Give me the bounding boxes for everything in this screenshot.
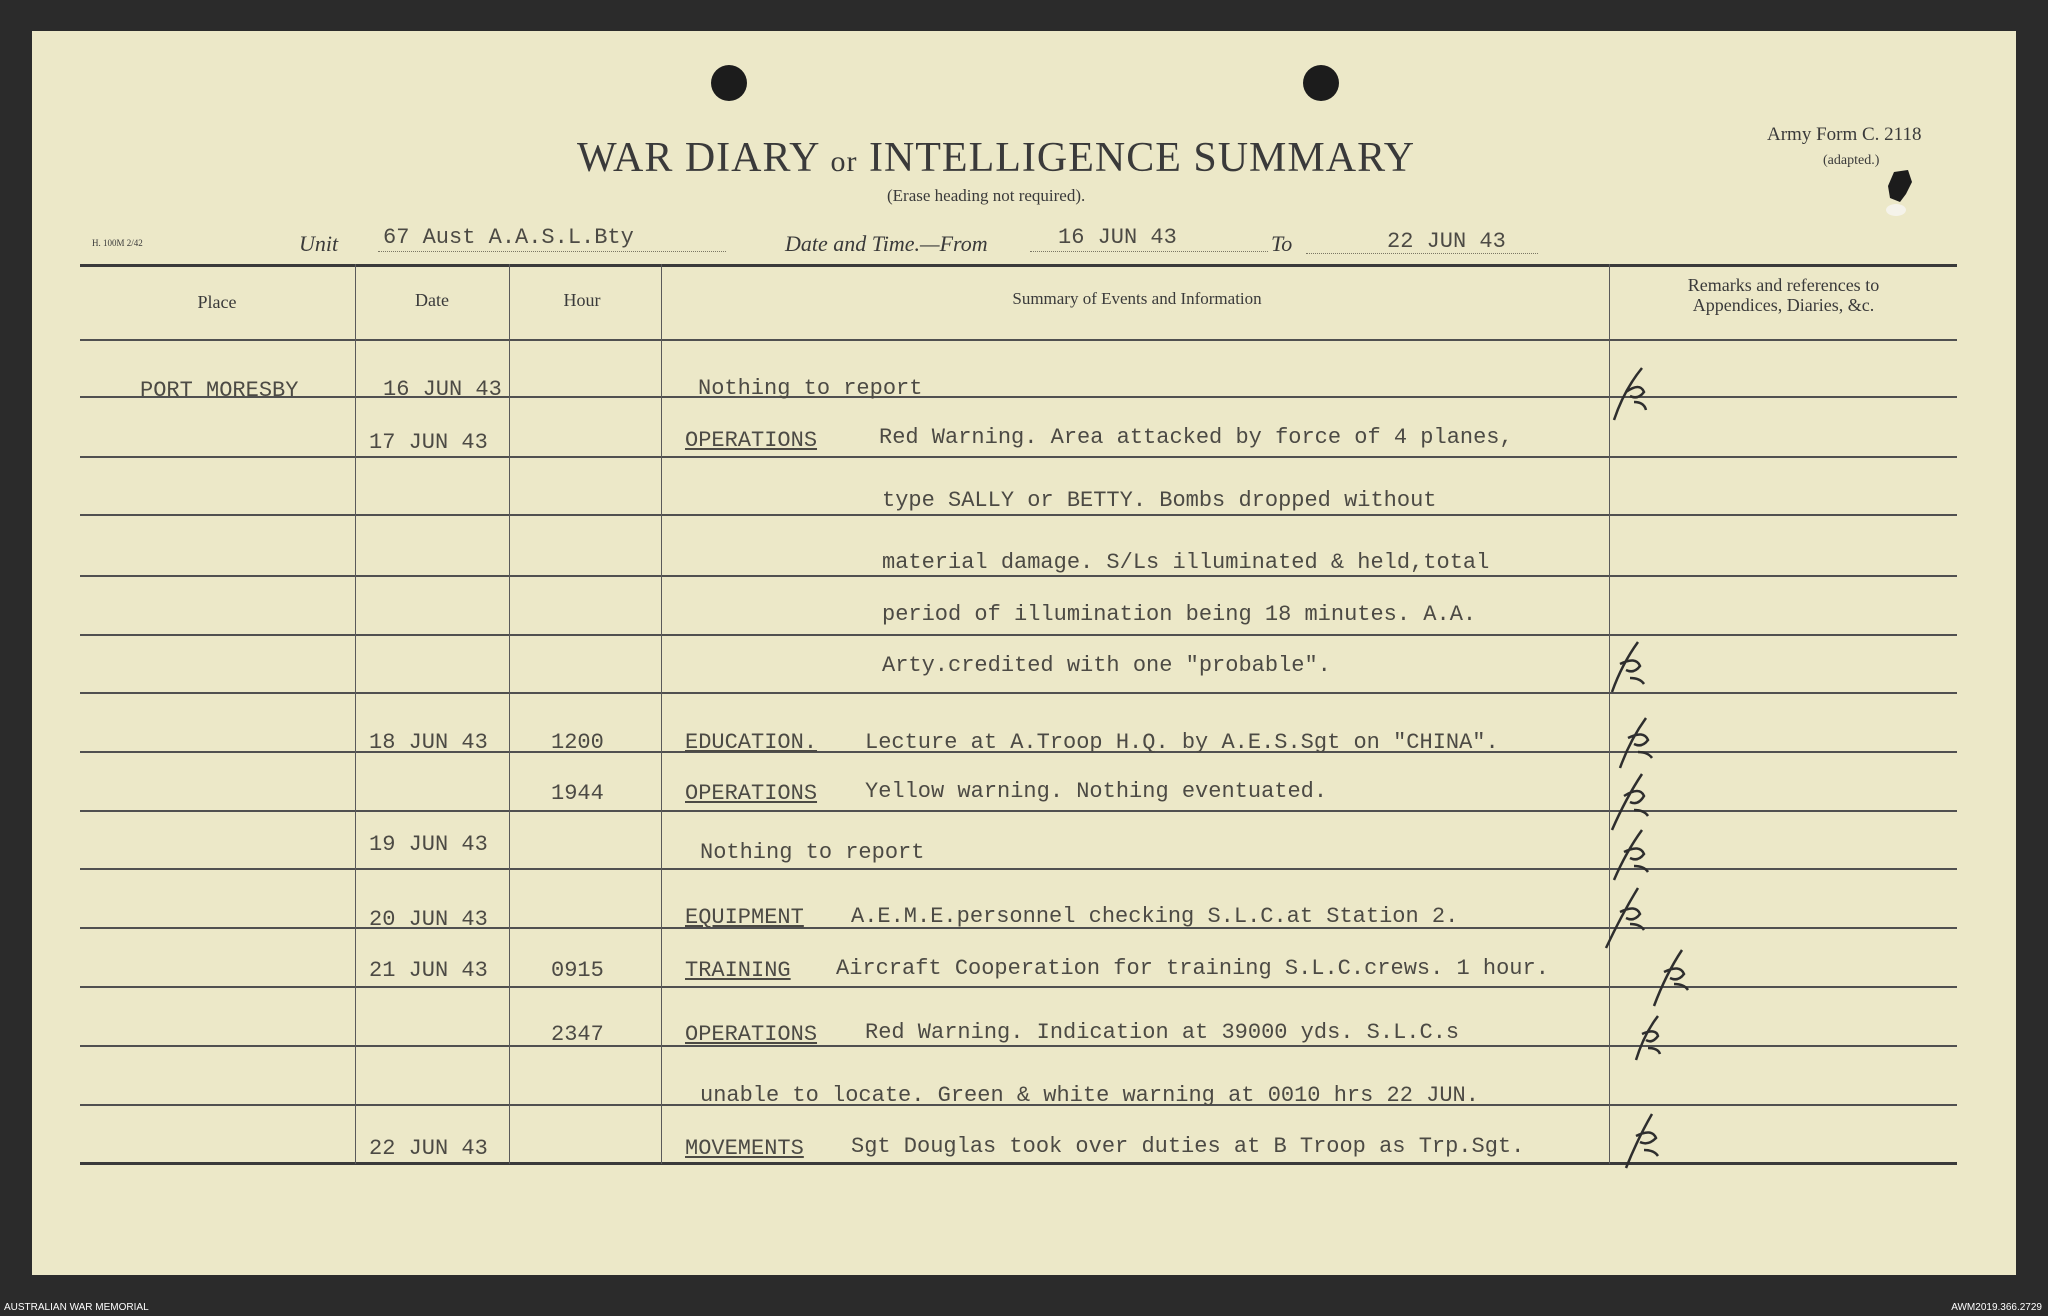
remarks-header-line1: Remarks and references to: [1687, 275, 1880, 295]
entry-text: period of illumination being 18 minutes. A.A.: [882, 602, 1477, 627]
initials-signature: [1604, 636, 1664, 706]
hour-cell: 1200: [551, 730, 604, 755]
date-to-label: To: [1271, 231, 1293, 256]
initials-signature: [1618, 1010, 1678, 1080]
col-header-date: Date: [415, 290, 449, 310]
footer-institution: AUSTRALIAN WAR MEMORIAL: [4, 1302, 149, 1313]
unit-dotted-line: [378, 251, 726, 252]
punch-hole-left: [711, 65, 747, 101]
unit-label: Unit: [299, 231, 339, 256]
date-cell: 22 JUN 43: [369, 1136, 488, 1161]
row-rule: [80, 456, 1957, 458]
row-rule: [80, 868, 1957, 870]
initials-signature: [1612, 1110, 1672, 1180]
header-bottom-rule: [80, 339, 1957, 341]
entry-text: type SALLY or BETTY. Bombs dropped without: [882, 488, 1437, 513]
row-rule: [80, 396, 1957, 398]
col-rule-hour-summary: [661, 264, 662, 1164]
form-adapted-note: (adapted.): [1823, 153, 1880, 168]
col-header-remarks: [1610, 275, 1957, 315]
col-header-place: Place: [197, 292, 237, 312]
hour-cell: 0915: [551, 958, 604, 983]
row-rule: [80, 692, 1957, 694]
title-or: or: [830, 145, 858, 178]
entry-text: Nothing to report: [698, 376, 923, 401]
date-cell: 16 JUN 43: [383, 377, 502, 402]
footer-accession-number: AWM2019.366.2729: [1951, 1302, 2042, 1313]
unit-value: 67 Aust A.A.S.L.Bty: [383, 225, 634, 250]
date-from-value: 16 JUN 43: [1058, 225, 1177, 250]
entry-text: Lecture at A.Troop H.Q. by A.E.S.Sgt on "CHINA".: [865, 730, 1499, 755]
row-rule: [80, 634, 1957, 636]
entry-text: material damage. S/Ls illuminated & held,total: [882, 550, 1490, 575]
to-dotted-line: [1306, 253, 1538, 254]
entry-text: unable to locate. Green & white warning at 0010 hrs 22 JUN.: [700, 1083, 1479, 1108]
entry-text: Aircraft Cooperation for training S.L.C.crews. 1 hour.: [836, 956, 1549, 981]
entry-text: Sgt Douglas took over duties at B Troop as Trp.Sgt.: [851, 1134, 1525, 1159]
subtitle: (Erase heading not required).: [887, 186, 1086, 205]
hour-cell: 1944: [551, 781, 604, 806]
row-rule: [80, 575, 1957, 577]
remarks-header-line2: Appendices, Diaries, &c.: [1692, 295, 1875, 315]
title-war-diary: WAR DIARY: [577, 135, 819, 181]
entry-heading: MOVEMENTS: [685, 1136, 804, 1161]
hour-cell: 2347: [551, 1022, 604, 1047]
col-rule-place-date: [355, 264, 356, 1164]
entry-text: Arty.credited with one "probable".: [882, 653, 1331, 678]
initials-signature: [1604, 362, 1664, 432]
date-cell: 18 JUN 43: [369, 730, 488, 755]
table-top-rule: [80, 264, 1957, 267]
entry-heading: OPERATIONS: [685, 1022, 818, 1047]
entry-heading: TRAINING: [685, 958, 791, 983]
from-dotted-line: [1030, 251, 1268, 252]
initials-signature: [1640, 944, 1700, 1014]
col-header-summary: Summary of Events and Information: [1012, 289, 1262, 308]
date-cell: 19 JUN 43: [369, 832, 488, 857]
date-cell: 20 JUN 43: [369, 907, 488, 932]
date-to-value: 22 JUN 43: [1387, 229, 1506, 254]
col-header-hour: Hour: [563, 290, 601, 310]
print-code: H. 100M 2/42: [92, 238, 143, 248]
entry-text: Nothing to report: [700, 840, 925, 865]
row-rule: [80, 514, 1957, 516]
table-bottom-rule: [80, 1162, 1957, 1165]
date-cell: 21 JUN 43: [369, 958, 488, 983]
entry-heading: EQUIPMENT: [685, 905, 804, 930]
row-rule: [80, 810, 1957, 812]
date-cell: 17 JUN 43: [369, 430, 488, 455]
entry-heading: OPERATIONS: [685, 428, 818, 453]
entry-text: Yellow warning. Nothing eventuated.: [865, 779, 1328, 804]
entry-text: A.E.M.E.personnel checking S.L.C.at Station 2.: [851, 904, 1459, 929]
date-from-label: Date and Time.—From: [785, 231, 988, 256]
army-form-ref: Army Form C. 2118: [1767, 124, 1922, 145]
entry-text: Red Warning. Indication at 39000 yds. S.L.C.s: [865, 1020, 1460, 1045]
torn-hole-mark: [1876, 168, 1920, 224]
entry-heading: OPERATIONS: [685, 781, 818, 806]
place-cell: PORT MORESBY: [140, 378, 299, 403]
entry-text: Red Warning. Area attacked by force of 4 planes,: [879, 425, 1513, 450]
entry-heading: EDUCATION.: [685, 730, 818, 755]
page-title: [577, 134, 1415, 182]
col-rule-date-hour: [509, 264, 510, 1164]
punch-hole-right: [1303, 65, 1339, 101]
title-intelligence-summary: INTELLIGENCE SUMMARY: [868, 135, 1416, 181]
